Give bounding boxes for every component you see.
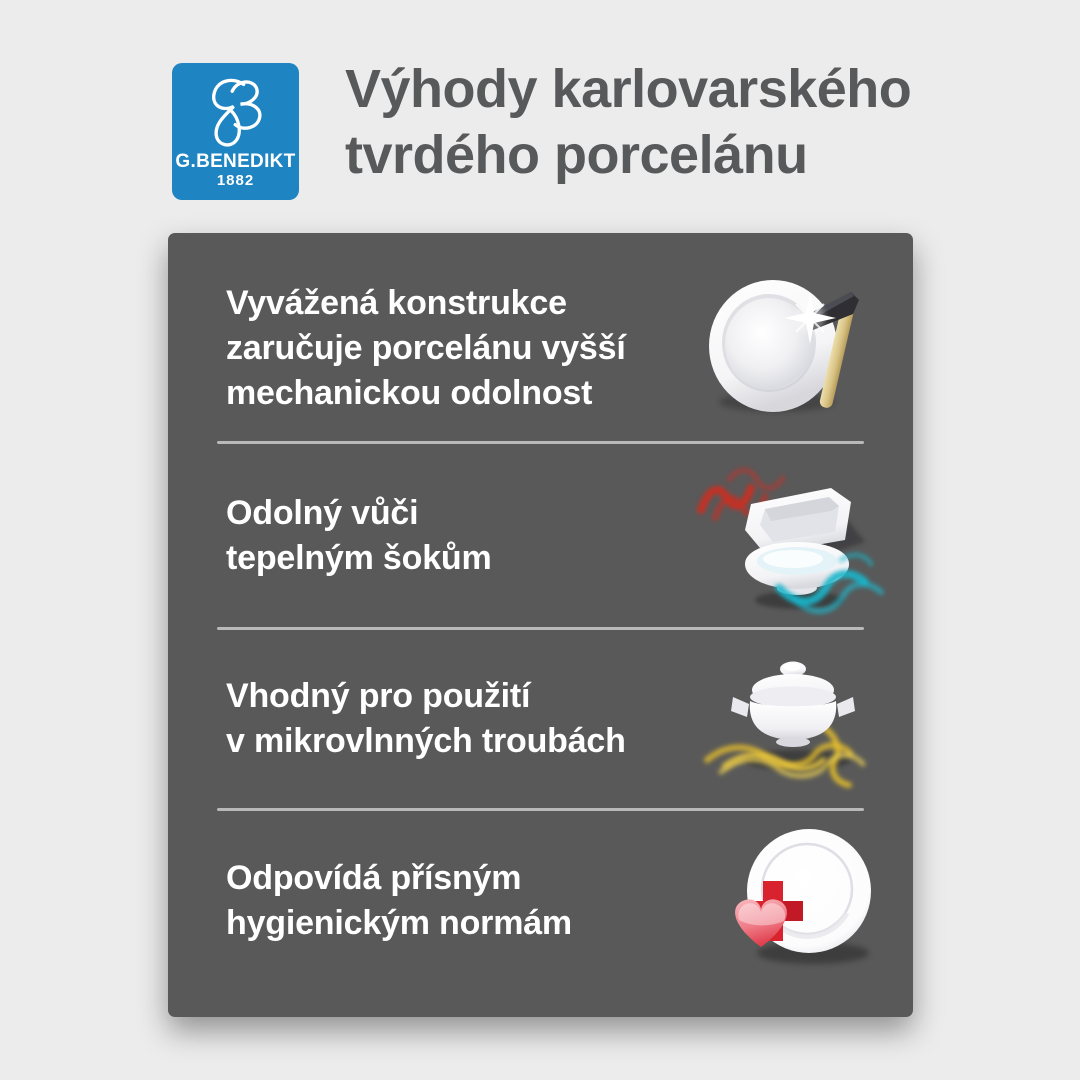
logo-year-text: 1882 — [216, 172, 255, 189]
benefit-text — [168, 491, 687, 581]
hygiene-plate-cross-icon — [701, 821, 886, 981]
benefit-row-microwave — [168, 630, 913, 808]
thermal-shock-dishes-icon — [693, 448, 893, 623]
microwave-tureen-icon — [693, 644, 893, 794]
benefit-line: zaručuje porcelánu vyšší — [226, 328, 626, 367]
benefit-icon-wrap — [687, 448, 899, 623]
benefit-line: Odpovídá přísným — [226, 859, 522, 897]
benefit-line: Vyvážená konstrukce — [226, 283, 567, 322]
page-title — [345, 56, 911, 188]
benefit-line: tepelným šokům — [226, 538, 492, 577]
benefit-line: Vhodný pro použití — [226, 677, 531, 715]
benefit-text — [168, 281, 687, 416]
benefit-row-hygiene — [168, 811, 913, 1017]
benefit-line: Odolný vůči — [226, 493, 419, 532]
tureen — [731, 662, 855, 748]
benefit-line: v mikrovlnných troubách — [226, 722, 626, 760]
benefit-line: hygienickým normám — [226, 904, 572, 942]
benefit-icon-wrap — [687, 821, 899, 981]
plate-hammer-icon — [693, 268, 893, 428]
benefit-text — [168, 856, 687, 946]
title-line-2: tvrdého porcelánu — [345, 125, 808, 185]
logo-brand-text: G.BENEDIKT — [175, 151, 296, 172]
title-line-1: Výhody karlovarského — [345, 59, 912, 119]
benefits-card — [168, 233, 913, 1017]
benefit-row-mechanical — [168, 233, 913, 441]
benefit-line: mechanickou odolnost — [226, 373, 593, 412]
gbenedikt-logo — [172, 63, 299, 200]
benefit-text — [168, 674, 687, 764]
benefit-row-thermal — [168, 444, 913, 627]
gb-script-monogram-icon — [198, 73, 274, 149]
benefit-icon-wrap — [687, 268, 899, 428]
benefit-icon-wrap — [687, 644, 899, 794]
